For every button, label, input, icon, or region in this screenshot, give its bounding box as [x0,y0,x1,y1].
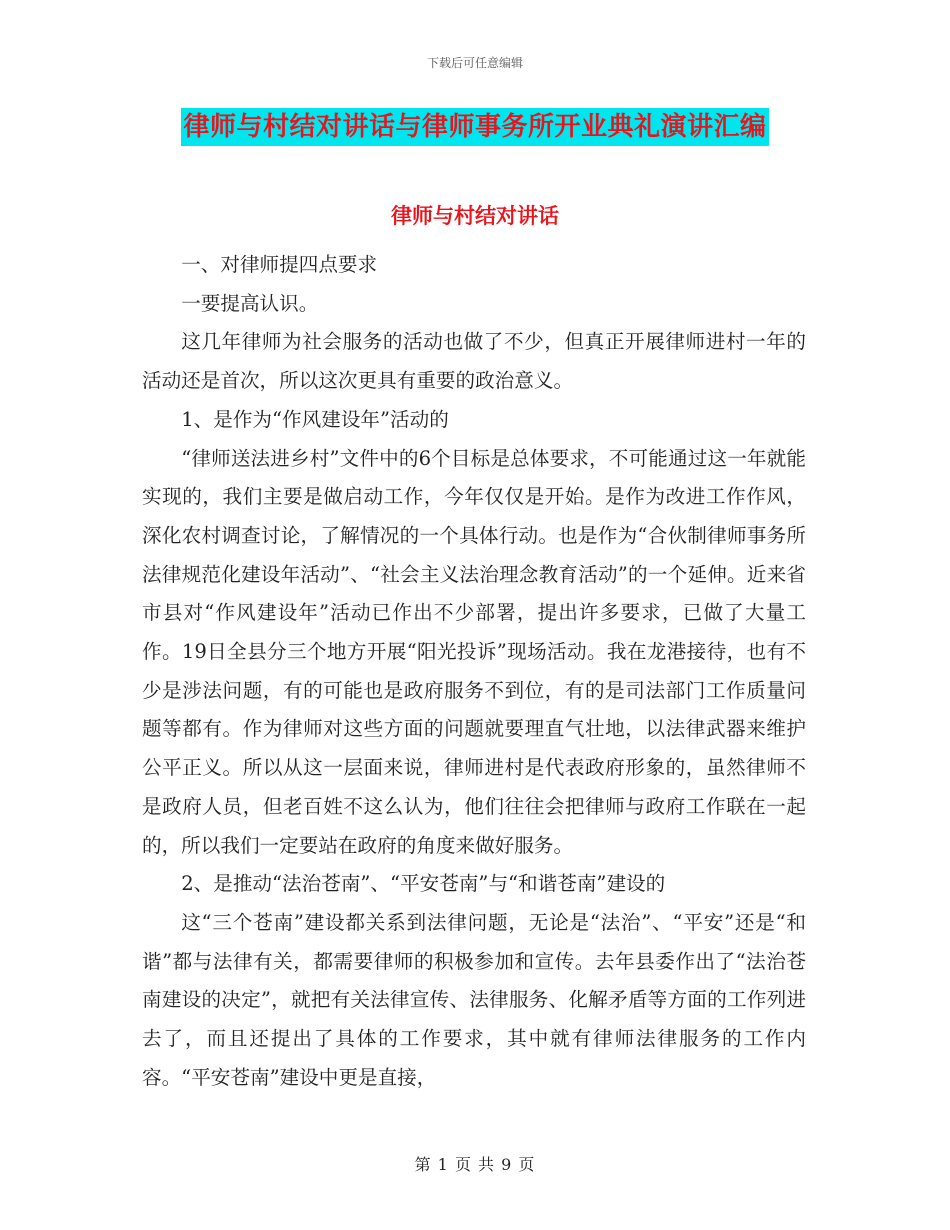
paragraph-item-1: 1、是作为“作风建设年”活动的 [181,407,449,431]
paragraph-item-2: 2、是推动“法治苍南”、“平安苍南”与“和谐苍南”建设的 [181,872,666,896]
section-title: 律师与村结对讲话 [391,203,559,228]
page-number: 第 1 页 共 9 页 [414,1155,536,1174]
paragraph-subheading-1: 一要提高认识。 [181,291,319,315]
paragraph-body-2: “律师送法进乡村”文件中的6个目标是总体要求，不可能通过这一年就能实现的，我们主要是做启动工作，今年仅仅是开始。是作为改进工作作风，深化农村调查讨论，了解情况的一个具体行动。也是作为“合伙制律师事务所法律规范化建设年活动”、“社会主义法治理念教育活动”的一个延伸。近来省市县对“作风建设年”活动已作出不少部署，提出许多要求，已做了大量工作。19日全县分三个地方开展“阳光投诉”现场活动。我在龙港接待，也有不少是涉法问题，有的可能也是政府服务不到位，有的是司法部门工作质量问题等都有。作为律师对这些方面的问题就要理直气壮地，以法律武器来维护公平正义。所以从这一层面来说，律师进村是代表政府形象的，虽然律师不是政府人员，但老百姓不这么认为，他们往往会把律师与政府工作联在一起的，所以我们一定要站在政府的角度来做好服务。 [142,446,806,857]
document-body [142,246,806,1097]
main-title-container [0,108,950,146]
paragraph-body-3: 这“三个苍南”建设都关系到法律问题，无论是“法治”、“平安”还是“和谐”都与法律有关，都需要律师的积极参加和宣传。去年县委作出了“法治苍南建设的决定”，就把有关法律宣传、法律服务、化解矛盾等方面的工作列进去了，而且还提出了具体的工作要求，其中就有律师法律服务的工作内容。“平安苍南”建设中更是直接， [142,910,806,1089]
paragraph-heading-1: 一、对律师提四点要求 [181,253,378,276]
header-note: 下载后可任意编辑 [426,56,523,70]
main-title: 律师与村结对讲话与律师事务所开业典礼演讲汇编 [181,108,768,146]
paragraph-body-1: 这几年律师为社会服务的活动也做了不少，但真正开展律师进村一年的活动还是首次，所以这次更具有重要的政治意义。 [142,330,806,393]
